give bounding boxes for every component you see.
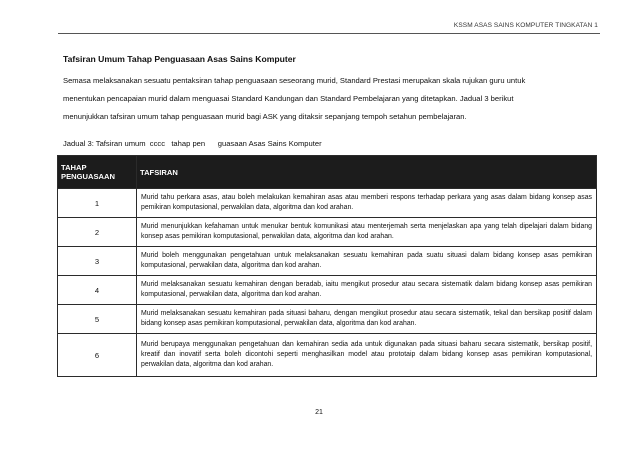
interpretation-cell: Murid melaksanakan sesuatu kemahiran dengan beradab, iaitu mengikut prosedur atau secara sistematik dalam bidang konsep asas pemikiran komputasional, perwakilan data, algoritma dan kod arahan. — [137, 276, 597, 305]
level-cell: 2 — [58, 218, 137, 247]
intro-line: Semasa melaksanakan sesuatu pentaksiran tahap penguasaan seseorang murid, Standard Prestasi merupakan skala rujukan guru untuk — [63, 76, 526, 85]
intro-paragraph — [63, 72, 596, 126]
mastery-level-table — [57, 155, 597, 377]
header-divider — [58, 33, 600, 34]
level-cell: 5 — [58, 305, 137, 334]
table-row — [58, 189, 597, 218]
interpretation-cell: Murid tahu perkara asas, atau boleh melakukan kemahiran asas atau memberi respons terhadap perkara yang asas dalam bidang konsep asas pemikiran komputasional, perwakilan data, algoritma dan kod arahan. — [137, 189, 597, 218]
intro-line: menunjukkan tafsiran umum tahap penguasaan murid bagi ASK yang ditaksir sepanjang tempoh setahun pembelajaran. — [63, 112, 467, 121]
table-row — [58, 247, 597, 276]
page-number: 21 — [315, 409, 323, 416]
interpretation-cell: Murid melaksanakan sesuatu kemahiran pada situasi baharu, dengan mengikut prosedur atau secara sistematik, tekal dan bersikap positif dalam bidang konsep asas pemikiran komputasional, perwakilan data, algoritma dan kod arahan. — [137, 305, 597, 334]
intro-line: menentukan pencapaian murid dalam menguasai Standard Kandungan dan Standard Pembelajaran yang ditetapkan. Jadual 3 berikut — [63, 94, 514, 103]
table-header-row — [58, 156, 597, 189]
table-row — [58, 305, 597, 334]
running-header: KSSM ASAS SAINS KOMPUTER TINGKATAN 1 — [453, 22, 598, 29]
level-cell: 3 — [58, 247, 137, 276]
interpretation-cell: Murid menunjukkan kefahaman untuk menukar bentuk komunikasi atau menterjemah serta menjelaskan apa yang telah dipelajari dalam bidang konsep asas pemikiran komputasional, perwakilan data, algoritma dan kod arahan. — [137, 218, 597, 247]
interpretation-cell: Murid boleh menggunakan pengetahuan untuk melaksanakan sesuatu kemahiran pada suatu situasi dalam bidang konsep asas pemikiran komputasional, perwakilan data, algoritma dan kod arahan. — [137, 247, 597, 276]
level-cell: 1 — [58, 189, 137, 218]
table-row — [58, 276, 597, 305]
header-level: TAHAP PENGUASAAN — [58, 156, 137, 189]
header-interpretation: TAFSIRAN — [137, 156, 597, 189]
table-row — [58, 334, 597, 377]
table-row — [58, 218, 597, 247]
interpretation-cell: Murid berupaya menggunakan pengetahuan dan kemahiran sedia ada untuk digunakan pada situasi baharu secara sistematik, bersikap positif, kreatif dan inovatif serta boleh dicontohi seperti menghasilkan model atau prototaip dalam bidang konsep asas pemikiran komputasional, perwakilan data, algoritma dan kod arahan. — [137, 334, 597, 377]
section-title: Tafsiran Umum Tahap Penguasaan Asas Sains Komputer — [63, 54, 296, 64]
table-caption: Jadual 3: Tafsiran umum cccc tahap pen guasaan Asas Sains Komputer — [63, 139, 322, 148]
level-cell: 6 — [58, 334, 137, 377]
level-cell: 4 — [58, 276, 137, 305]
